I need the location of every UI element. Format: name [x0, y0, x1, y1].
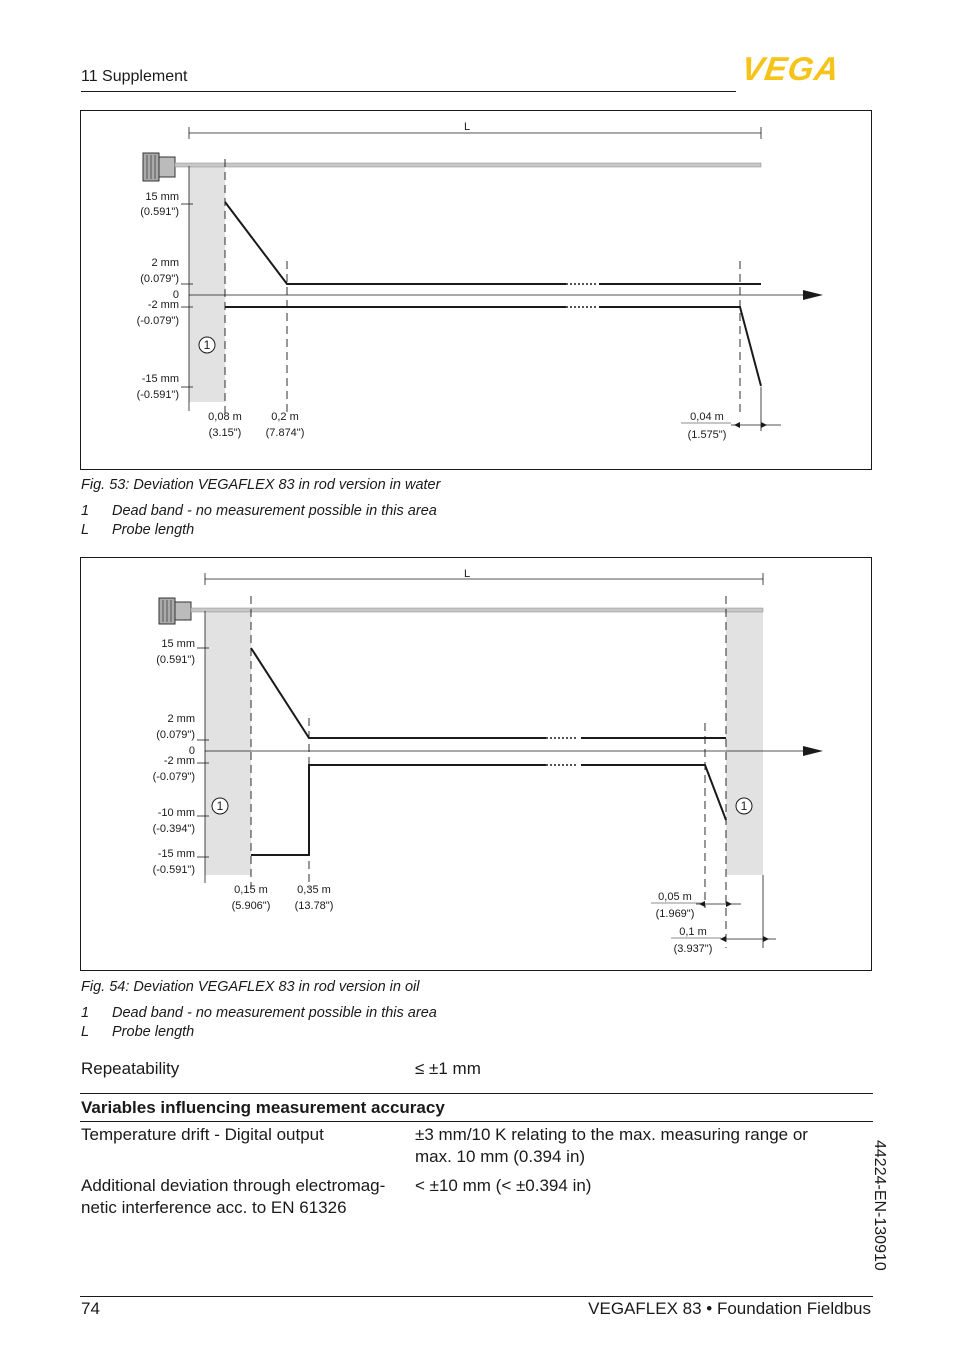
sensor-icon: [159, 598, 191, 624]
y-label-15mm: 15 mm: [161, 638, 195, 650]
emi-label-line2: netic interference acc. to EN 61326: [81, 1198, 347, 1217]
y-label-2mm-in: (0.079"): [156, 729, 195, 741]
temp-drift-value-line1: ±3 mm/10 K relating to the max. measuring range or: [415, 1125, 808, 1144]
y-label-2mm-in: (0.079"): [140, 273, 179, 285]
x-label-035m-in: (13.78"): [294, 900, 334, 912]
y-label-2mm: 2 mm: [151, 257, 179, 269]
figure-54-box: [80, 557, 872, 971]
y-label-15mm: 15 mm: [145, 191, 179, 203]
x-label-005m: 0,05 m: [658, 891, 692, 903]
y-label-neg15mm-in: (-0.591"): [152, 864, 195, 876]
x-label-01m-in: (3.937"): [673, 943, 713, 955]
x-label-02m-in: (7.874"): [265, 427, 305, 439]
x-label-015m: 0,15 m: [234, 884, 268, 896]
figure-54-diagram: [81, 558, 873, 972]
section-rule: [80, 1121, 873, 1122]
y-label-neg2mm-in: (-0.079"): [152, 771, 195, 783]
axis-arrow-icon: [803, 746, 823, 756]
footer-rule: [80, 1296, 873, 1297]
section-rule: [80, 1093, 873, 1094]
y-label-neg10mm: -10 mm: [157, 807, 195, 819]
header-rule: [81, 91, 736, 92]
upper-deviation-curve: [225, 202, 566, 284]
temp-drift-label: Temperature drift - Digital output: [81, 1125, 324, 1144]
x-label-005m-in: (1.969"): [655, 908, 695, 920]
y-label-neg15mm: -15 mm: [157, 848, 195, 860]
x-label-015m-in: (5.906"): [231, 900, 271, 912]
y-label-neg2mm: -2 mm: [163, 755, 195, 767]
y-label-neg10mm-in: (-0.394"): [152, 823, 195, 835]
y-label-zero: 0: [172, 289, 179, 301]
y-label-neg2mm-in: (-0.079"): [136, 315, 179, 327]
figure-53-caption: Fig. 53: Deviation VEGAFLEX 83 in rod version in water: [81, 477, 441, 493]
temp-drift-value-line2: max. 10 mm (0.394 in): [415, 1147, 586, 1166]
y-label-2mm: 2 mm: [167, 713, 195, 725]
y-label-neg15mm-in: (-0.591"): [136, 389, 179, 401]
section-heading: Variables influencing measurement accuracy: [81, 1098, 445, 1117]
y-label-15mm-in: (0.591"): [156, 654, 195, 666]
svg-text:1: 1: [740, 799, 748, 813]
y-label-15mm-in: (0.591"): [140, 206, 179, 218]
probe-rod: [191, 608, 763, 612]
x-label-02m: 0,2 m: [271, 411, 299, 423]
svg-text:1: 1: [216, 799, 224, 813]
emi-value: < ±10 mm (< ±0.394 in): [415, 1176, 592, 1195]
y-label-neg15mm: -15 mm: [141, 373, 179, 385]
y-label-zero: 0: [188, 745, 195, 757]
dead-band-area-left: [205, 611, 251, 875]
upper-deviation-curve: [251, 648, 546, 738]
figure-54-caption: Fig. 54: Deviation VEGAFLEX 83 in rod version in oil: [81, 979, 420, 995]
product-name: VEGAFLEX 83 • Foundation Fieldbus: [588, 1299, 871, 1318]
probe-rod: [175, 163, 761, 167]
repeatability-value: ≤ ±1 mm: [415, 1059, 481, 1078]
y-label-neg2mm: -2 mm: [147, 299, 179, 311]
vega-logo: VEGA: [739, 50, 843, 87]
x-label-008m: 0,08 m: [208, 411, 242, 423]
emi-label-line1: Additional deviation through electromag-: [81, 1176, 386, 1195]
dead-band-area-right: [726, 611, 763, 875]
document-id: 44224-EN-130910: [871, 1140, 888, 1271]
repeatability-label: Repeatability: [81, 1059, 180, 1078]
x-label-004m-in: (1.575"): [687, 429, 727, 441]
x-label-01m: 0,1 m: [679, 926, 707, 938]
axis-arrow-icon: [803, 290, 823, 300]
svg-text:1: 1: [203, 338, 211, 352]
x-label-004m: 0,04 m: [690, 411, 724, 423]
figure-53-box: [80, 110, 872, 470]
page-number: 74: [81, 1299, 100, 1318]
probe-length-label: L: [464, 121, 471, 133]
section-label: 11 Supplement: [81, 68, 188, 85]
sensor-icon: [143, 153, 175, 181]
figure-53-diagram: [81, 111, 873, 471]
dead-band-area: [189, 166, 225, 402]
x-label-008m-in: (3.15"): [208, 427, 242, 439]
lower-deviation-curve: [251, 765, 546, 855]
probe-length-label: L: [464, 568, 471, 580]
x-label-035m: 0,35 m: [297, 884, 331, 896]
